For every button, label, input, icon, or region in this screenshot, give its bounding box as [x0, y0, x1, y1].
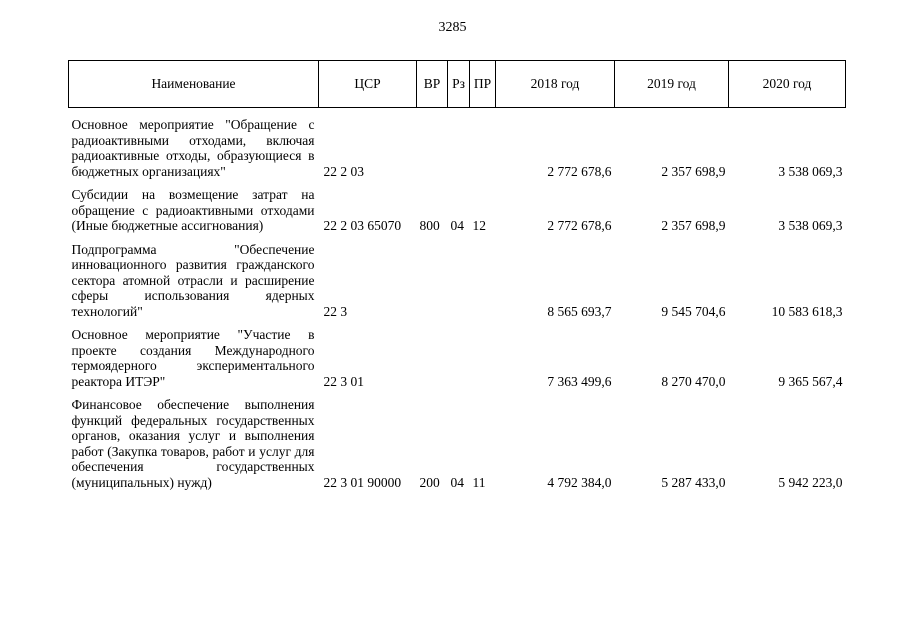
- row-2020: 3 538 069,3: [778, 163, 843, 179]
- row-name: Субсидии на возмещение затрат на обращение с радиоактивными отходами (Иные бюджетные ассигнования): [71, 187, 315, 233]
- row-2020: 5 942 223,0: [778, 474, 843, 490]
- header-pr: ПР: [470, 61, 496, 108]
- row-rz: [448, 234, 470, 320]
- table-row: [69, 319, 846, 389]
- row-pr: [470, 108, 496, 180]
- row-name: Основное мероприятие "Участие в проекте создания Международного термоядерного экспериментального реактора ИТЭР": [71, 327, 315, 389]
- row-vr: [417, 108, 448, 180]
- header-2018: 2018 год: [496, 61, 615, 108]
- header-2020: 2020 год: [729, 61, 846, 108]
- table-row: [69, 179, 846, 234]
- row-2018: 2 772 678,6: [547, 163, 612, 179]
- row-csr: 22 2 03: [323, 163, 364, 179]
- row-pr: [470, 234, 496, 320]
- row-vr: [417, 319, 448, 389]
- row-pr: 12: [472, 218, 486, 233]
- row-name: Финансовое обеспечение выполнения функций федеральных государственных органов, оказания услуг и выполнения работ (Закупка товаров, работ и услуг для обеспечения государственных (муниципальных) нужд): [71, 397, 315, 490]
- row-csr: 22 3 01 90000: [323, 474, 402, 490]
- row-2020: 10 583 618,3: [771, 303, 843, 319]
- row-2019: 2 357 698,9: [661, 218, 726, 233]
- header-name: Наименование: [69, 61, 319, 108]
- row-vr: 800: [419, 218, 440, 233]
- row-pr: 11: [472, 474, 486, 490]
- header-rz: Рз: [448, 61, 470, 108]
- page-number: 3285: [438, 20, 467, 35]
- row-vr: [417, 234, 448, 320]
- row-rz: 04: [450, 474, 464, 490]
- table-row: [69, 234, 846, 320]
- header-vr: ВР: [417, 61, 448, 108]
- header-2019: 2019 год: [615, 61, 729, 108]
- header-csr: ЦСР: [319, 61, 417, 108]
- row-2019: 8 270 470,0: [661, 373, 726, 389]
- row-rz: [448, 319, 470, 389]
- row-rz: [448, 108, 470, 180]
- table-row: [69, 389, 846, 490]
- row-2019: 2 357 698,9: [661, 163, 726, 179]
- row-csr: 22 2 03 65070: [323, 218, 402, 233]
- row-2019: 5 287 433,0: [661, 474, 726, 490]
- row-vr: 200: [419, 474, 440, 490]
- row-name: Подпрограмма "Обеспечение инновационного развития гражданского сектора атомной отрасли и расширение сферы использования ядерных технологий": [71, 241, 315, 319]
- row-csr: 22 3: [323, 303, 348, 319]
- row-2018: 7 363 499,6: [547, 373, 612, 389]
- row-2018: 8 565 693,7: [547, 303, 612, 319]
- table-row: [69, 108, 846, 180]
- row-2018: 2 772 678,6: [547, 218, 612, 233]
- row-2019: 9 545 704,6: [661, 303, 726, 319]
- row-pr: [470, 319, 496, 389]
- table-header-row: [69, 61, 846, 108]
- budget-table: [68, 60, 846, 490]
- row-rz: 04: [450, 218, 464, 233]
- row-name: Основное мероприятие "Обращение с радиоактивными отходами, включая радиоактивные отходы, образующиеся в бюджетных организациях": [71, 117, 315, 179]
- row-csr: 22 3 01: [323, 373, 364, 389]
- row-2020: 9 365 567,4: [778, 373, 843, 389]
- row-2020: 3 538 069,3: [778, 218, 843, 233]
- row-2018: 4 792 384,0: [547, 474, 612, 490]
